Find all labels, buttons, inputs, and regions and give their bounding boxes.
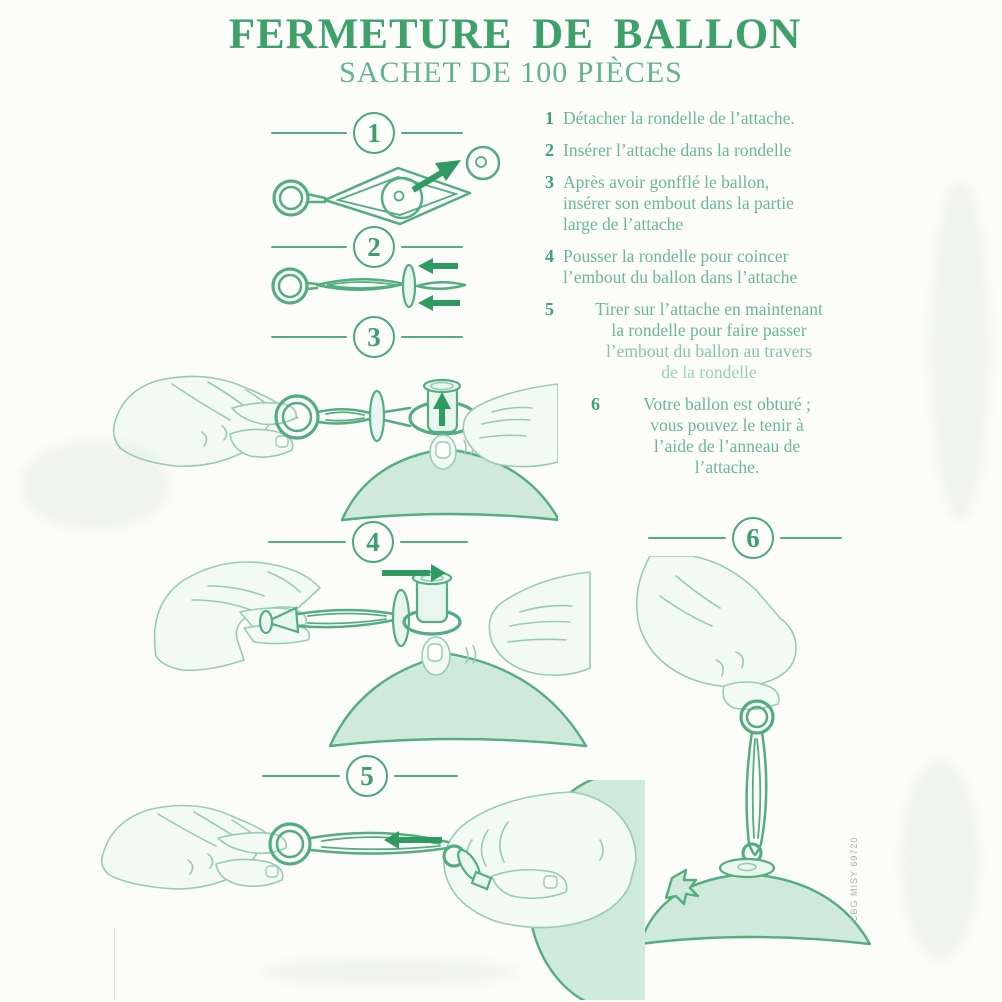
thumbnail	[544, 876, 557, 888]
step-number: 2	[545, 140, 554, 160]
fastener-ring-inner	[280, 187, 302, 209]
step-5-circle: 5	[346, 755, 388, 797]
holding-hand	[637, 556, 796, 687]
step-text-line: l’aide de l’anneau de	[653, 436, 801, 456]
scan-smudge	[900, 760, 980, 960]
instruction-step-1	[534, 108, 874, 129]
marker-rule	[648, 537, 726, 539]
right-hand	[463, 384, 558, 467]
step-text-line: l’attache.	[694, 457, 760, 477]
step-6-marker	[648, 517, 842, 559]
step-text-line: vous pouvez le tenir à	[650, 415, 804, 435]
scan-smudge	[930, 180, 990, 520]
marker-rule	[401, 246, 463, 248]
fastener-body-inner	[327, 282, 396, 288]
detached-washer-hole	[476, 157, 486, 167]
step-4-circle: 4	[352, 521, 394, 563]
step-text-line: insérer son embout dans la partie	[563, 193, 794, 213]
instruction-step-3	[534, 172, 874, 235]
detached-washer	[467, 147, 499, 179]
step-2-illustration	[256, 250, 480, 322]
marker-rule	[268, 541, 346, 543]
marker-rule	[271, 246, 347, 248]
step-text-line: Pousser la rondelle pour coincer	[563, 246, 789, 266]
step-text-line: Après avoir gonfflé le ballon,	[563, 172, 770, 192]
marker-rule	[401, 132, 463, 134]
step-text-line: Insérer l’attache dans la rondelle	[563, 140, 792, 160]
paper-fold-line	[114, 928, 115, 1000]
step-number: 5	[545, 299, 554, 319]
fastener-tip	[417, 282, 465, 289]
hanging-fastener-inner	[753, 739, 761, 838]
step-3-illustration	[112, 356, 558, 528]
page-subtitle: SACHET DE 100 PIÈCES	[339, 56, 683, 89]
push-arrow-top-head	[418, 258, 433, 274]
step-text-line: Détacher la rondelle de l’attache.	[563, 108, 795, 128]
instruction-step-5	[534, 299, 874, 383]
step-3-circle: 3	[353, 316, 395, 358]
step-3-marker	[271, 316, 463, 358]
washer-hole	[395, 192, 404, 201]
step-number: 3	[545, 172, 554, 192]
washer-side-view	[403, 265, 415, 307]
step-1-circle: 1	[353, 112, 395, 154]
marker-rule	[271, 336, 347, 338]
fastener-body	[311, 833, 448, 854]
instruction-step-6	[580, 394, 874, 478]
thumbnail	[436, 442, 450, 458]
step-number: 4	[545, 246, 554, 266]
step-6-circle: 6	[732, 517, 774, 559]
fastener-neck	[307, 194, 325, 202]
instruction-step-2	[534, 140, 874, 161]
marker-rule	[400, 541, 468, 543]
step-text-line: l’embout du ballon dans l’attache	[563, 267, 798, 287]
marker-rule	[401, 336, 463, 338]
marker-rule	[394, 775, 458, 777]
step-text-line: l’embout du ballon au travers	[605, 341, 813, 361]
fastener-ring-inner	[279, 275, 301, 297]
vertical-print-code: CBG MISY 69720	[849, 836, 859, 922]
step-text-line: Tirer sur l’attache en maintenant	[595, 299, 823, 319]
fastener-body-right	[384, 408, 410, 426]
instruction-list	[534, 108, 874, 489]
step-number: 6	[591, 394, 600, 414]
fastener-body-inner	[308, 614, 386, 624]
washer	[370, 391, 384, 441]
left-finger	[244, 625, 309, 644]
step-1-illustration	[258, 136, 514, 232]
fastener-ring-inner	[747, 707, 767, 727]
finger-around-ring	[723, 682, 779, 709]
fastener-tip-opening	[260, 611, 272, 633]
thumbnail	[428, 644, 442, 661]
thumbnail	[276, 436, 288, 447]
washer	[720, 859, 774, 877]
right-hand	[489, 572, 590, 675]
step-text-line: large de l’attache	[563, 214, 684, 234]
instruction-step-4	[534, 246, 874, 288]
marker-rule	[780, 537, 842, 539]
marker-rule	[271, 132, 347, 134]
thumbnail	[266, 866, 278, 877]
scan-smudge	[260, 958, 520, 986]
fastener-body-inner	[326, 412, 364, 420]
step-text-line: Votre ballon est obturé ;	[643, 394, 811, 414]
step-text-line: la rondelle pour faire passer	[611, 320, 807, 340]
step-number: 1	[545, 108, 554, 128]
scan-smudge	[20, 440, 170, 530]
hanging-fastener	[747, 732, 767, 855]
page-title: FERMETURE DE BALLON	[228, 11, 802, 58]
marker-rule	[262, 775, 340, 777]
step-text-line: de la rondelle	[661, 362, 757, 382]
step-4-illustration	[148, 556, 592, 752]
push-arrow-bottom-head	[418, 295, 433, 311]
fastener-body	[298, 610, 394, 627]
step-2-circle: 2	[353, 226, 395, 268]
